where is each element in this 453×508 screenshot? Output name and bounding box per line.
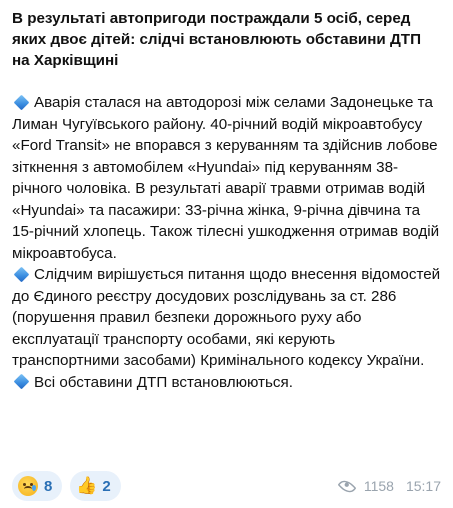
message-footer	[0, 468, 453, 504]
reaction-crying[interactable]	[12, 471, 62, 501]
message-time: 15:17	[405, 478, 441, 494]
blue-diamond-icon	[14, 374, 30, 390]
crying-face-icon	[18, 476, 38, 496]
paragraph-text: Аварія сталася на автодорозі між селами Задонецьке та Лиман Чугуївського району. 40-річний водій мікроавтобусу «Ford Transit» не впорався з керуванням та здійснив лобове зіткнення з автомобілем «Hyundai» під керуванням 38-річного чоловіка. В результаті аварії травми отримав водій «Hyundai» та пасажири: 33-річна жінка, 9-річна дівчина та 15-річний хлопець. Також тілесні ушкодження отримав водій мікроавтобуса.	[12, 94, 440, 262]
view-count: 1158	[363, 478, 394, 494]
eye-icon	[337, 477, 356, 496]
paragraph-accident	[12, 92, 441, 264]
post-body	[12, 92, 441, 393]
paragraph-text: Всі обставини ДТП встановлюються.	[34, 373, 293, 391]
paragraph-circumstances	[12, 372, 441, 394]
reaction-thumbs-up[interactable]	[70, 471, 120, 501]
reaction-count: 8	[44, 477, 53, 495]
blue-diamond-icon	[14, 267, 30, 283]
paragraph-text: Слідчим вирішується питання щодо внесення відомостей до Єдиного реєстру досудових розслідувань за ст. 286 (порушення правил безпеки дорожнього руху або експлуатації транспорту особами, які керують транспортними засобами) Кримінального кодексу України.	[12, 266, 441, 369]
post-title: В результаті автопригоди постраждали 5 осіб, серед яких двоє дітей: слідчі встановлюють обставини ДТП на Харківщині	[12, 10, 421, 69]
message-meta	[336, 478, 441, 494]
reaction-count: 2	[102, 477, 111, 495]
thumbs-up-icon: 👍	[76, 476, 98, 495]
paragraph-investigation	[12, 264, 441, 372]
blue-diamond-icon	[14, 95, 30, 111]
